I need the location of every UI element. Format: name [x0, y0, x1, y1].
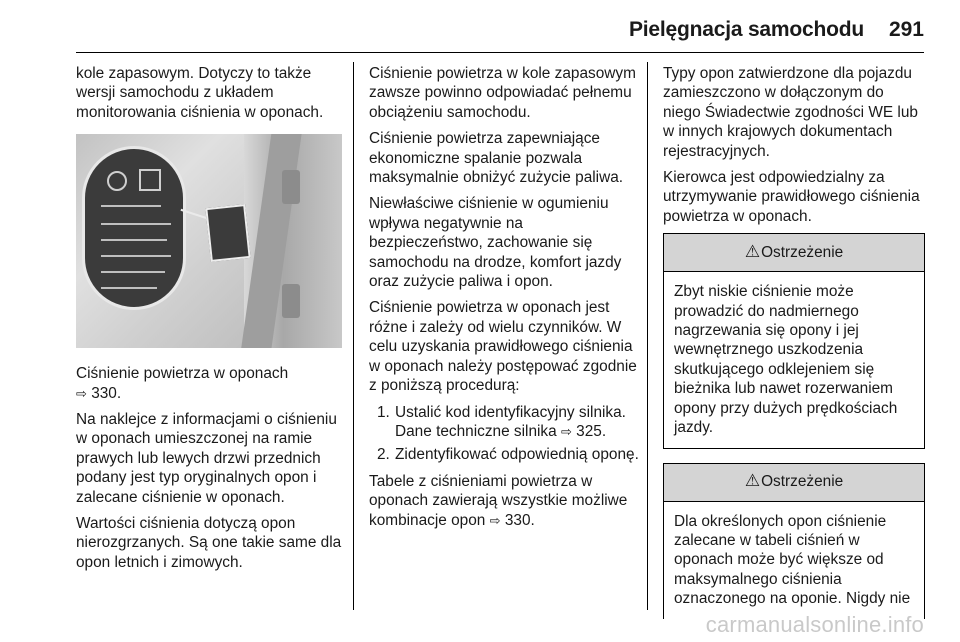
- paragraph: Ciśnienie powietrza w oponach jest różne i zależy od wielu czynników. W celu uzyskania prawidłowego ciśnienia w oponach należy postępować zgodnie z poniższą procedurą:: [369, 299, 637, 395]
- paragraph: Niewłaściwe ciśnienie w ogumieniu wpływa negatywnie na bezpieczeństwo, zachowanie się samochodu na drodze, komfort jazdy oraz zużycie paliwa i opon.: [369, 195, 622, 291]
- paragraph: Ciśnienie powietrza w kole zapasowym zawsze powinno odpowiadać pełnemu obciążeniu samochodu.: [369, 65, 636, 121]
- label-row: [101, 255, 171, 257]
- paragraph: Ciśnienie powietrza zapewniające ekonomiczne spalanie pozwala maksymalnie obniżyć zużycie paliwa.: [369, 130, 624, 187]
- header-rule: [76, 52, 924, 53]
- figure-caption: Ciśnienie powietrza w oponach ⇨ 330.: [76, 365, 289, 402]
- procedure-list: [369, 403, 639, 465]
- warning-header: ⚠ Ostrzeżenie: [664, 464, 924, 502]
- paragraph: Na naklejce z informacjami o ciśnieniu w oponach umieszczonej na ramie prawych lub lewych drzwi przednich podany jest typ oryginalnych opon i zalecane ciśnienie w oponach.: [76, 411, 337, 506]
- warning-header: ⚠ Ostrzeżenie: [664, 234, 924, 272]
- label-row: [101, 287, 157, 289]
- paragraph: Typy opon zatwierdzone dla pojazdu zamieszczono w dołączonym do niego Świadectwie zgodności WE lub w innych krajowych dokumentach rejestracyjnych.: [663, 65, 918, 160]
- page-title: Pielęgnacja samochodu: [628, 18, 864, 41]
- ref-arrow-icon: ⇨: [76, 385, 87, 401]
- door-hinge: [282, 284, 300, 318]
- page-number: 291: [888, 18, 924, 41]
- ref-arrow-icon: ⇨: [560, 423, 572, 439]
- warning-text: Dla określonych opon ciśnienie zalecane w tabeli ciśnień w oponach może być większe od maksymalnego ciśnienia oznaczonego na oponie. Nigdy nie: [674, 512, 911, 608]
- page-header: [0, 14, 960, 54]
- warning-box: [663, 233, 925, 448]
- list-item: 1. Ustalić kod identyfikacyjny silnika. Dane techniczne silnika ⇨ 325.: [377, 403, 626, 440]
- warning-text: Zbyt niskie ciśnienie może prowadzić do nadmiernego nagrzewania się opony i jej wewnętrznego uszkodzenia skutkującego odklejeniem się bieżnika lub nawet rozerwaniem opony przy dużych prędkościach jazdy.: [674, 283, 898, 437]
- column-divider-2: [647, 62, 648, 610]
- intro-paragraph: kole zapasowym. Dotyczy to także wersji samochodu z układem monitorowania ciśnienia w oponach.: [76, 65, 324, 121]
- pressure-sticker: [205, 204, 250, 262]
- warning-box: [663, 463, 925, 619]
- manual-book-icon: [139, 169, 161, 191]
- tire-pressure-label-figure: [76, 134, 342, 348]
- warning-triangle-icon: ⚠: [744, 471, 761, 492]
- label-row: [101, 223, 171, 225]
- label-row: [101, 239, 167, 241]
- column-1: [76, 64, 344, 579]
- label-row: [101, 205, 161, 207]
- watermark: carmanualsonline.info: [705, 612, 924, 637]
- tire-icon: [107, 171, 127, 191]
- label-row: [101, 271, 165, 273]
- paragraph: Tabele z ciśnieniami powietrza w oponach zawierają wszystkie możliwe kombinacje opon ⇨ 330.: [369, 472, 628, 529]
- warning-triangle-icon: ⚠: [744, 242, 761, 263]
- column-divider-1: [353, 62, 354, 610]
- paragraph: Wartości ciśnienia dotyczą opon nierozgrzanych. Są one takie same dla opon letnich i zimowych.: [76, 515, 342, 571]
- list-item: 2. Zidentyfikować odpowiednią oponę.: [377, 446, 639, 464]
- column-2: [369, 64, 639, 537]
- label-closeup: [82, 146, 186, 310]
- column-3: [663, 64, 925, 633]
- ref-arrow-icon: ⇨: [489, 512, 501, 528]
- paragraph: Kierowca jest odpowiedzialny za utrzymywanie prawidłowego ciśnienia powietrza w oponach.: [663, 169, 920, 225]
- door-hinge: [282, 170, 300, 204]
